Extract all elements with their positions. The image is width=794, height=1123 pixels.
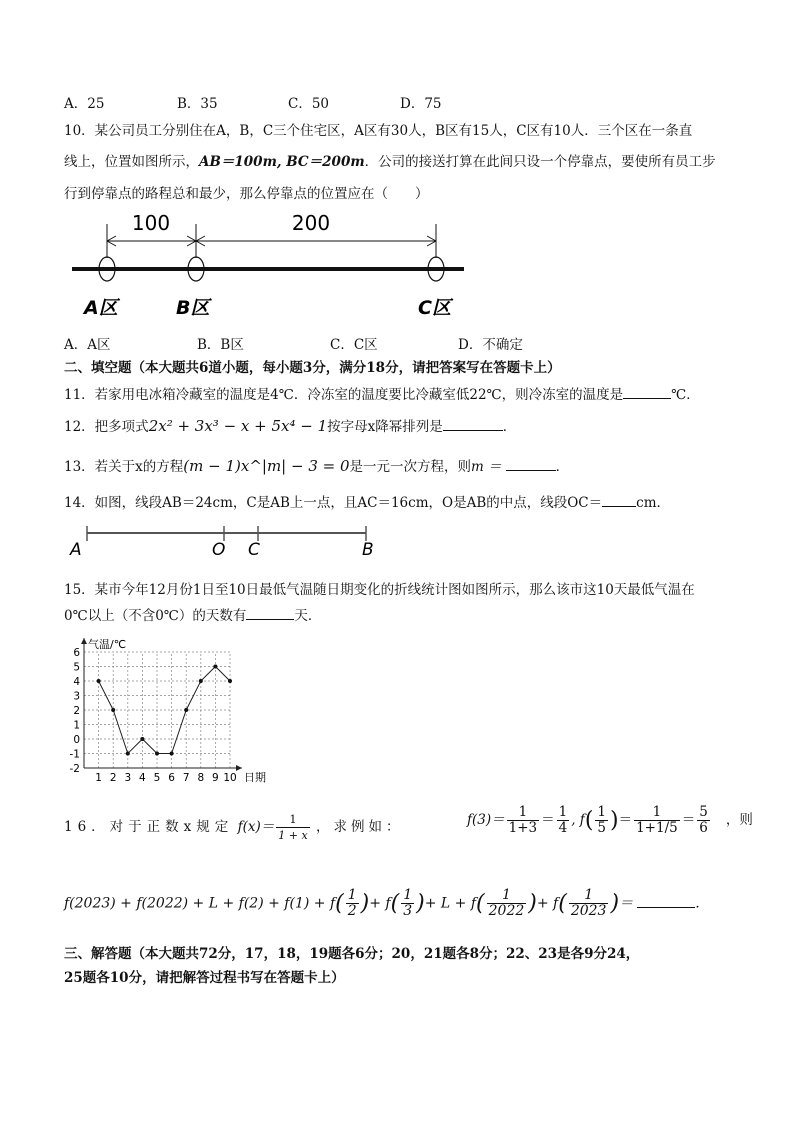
q13-prefix: 13．若关于x的方程 <box>64 459 184 475</box>
q10-line1: 10．某公司员工分别住在A，B，C三个住宅区，A区有30人，B区有15人，C区有10人．三个区在一条直 <box>64 123 693 139</box>
q14-label-o: O <box>212 540 226 560</box>
q16-ex1-result <box>557 805 570 836</box>
y-axis-arrow <box>81 638 87 644</box>
q10-option-c: C．C区 <box>330 337 378 353</box>
x-tick-label: 7 <box>182 772 190 784</box>
q16-sum-2023 <box>569 888 609 919</box>
data-point <box>140 737 144 741</box>
q9-option-c: C．50 <box>288 96 330 112</box>
q16-examples: f(3)＝ $\frac{1}{1+3}$ ＝ $\frac{1}{4}$ , f( $\frac{1}{5}$ )＝ $\frac{1}{1+1/5}$ ＝ $\frac{5}{6}$ ，则 <box>467 804 753 836</box>
q15-line1: 15．某市今年12月份1日至10日最低气温随日期变化的折线统计图如图所示，那么该市这10天最低气温在 <box>64 582 695 598</box>
q16-ex2-res-den: 6 <box>699 820 708 836</box>
x-axis-label: 日期 <box>244 771 266 784</box>
q10-option-a: A．A区 <box>64 337 111 353</box>
q16-ex1-fraction <box>507 805 540 836</box>
q10-option-b: B．B区 <box>197 337 244 353</box>
q16-line1 <box>64 812 403 843</box>
q16-sum-b: + f <box>369 895 391 912</box>
q9-option-b: B．35 <box>177 96 218 112</box>
q14 <box>64 491 670 511</box>
q10-line2-c: ．公司的接送打算在此间只设一个停靠点，要使所有员工步 <box>364 154 716 170</box>
q14-figure <box>66 524 396 560</box>
q10-label-c: C区 <box>418 297 451 319</box>
q16-def-fraction <box>276 812 309 843</box>
q10-figure <box>66 208 476 324</box>
q16-end: ． <box>695 895 710 912</box>
data-point <box>97 679 101 683</box>
q16-sum-expression: f(2023) + f(2022) + L + f(2) + f(1) + f( $\frac{1}{2}$ )+ f( $\frac{1}{3}$ )+ L + f( $\frac{1}{2022}$ )+ f( $\frac{1}{2023}$ )＝ ． <box>64 887 710 919</box>
y-tick-label: 5 <box>73 661 80 674</box>
data-point <box>170 752 174 756</box>
q13 <box>64 455 569 475</box>
y-axis-label: 气温/℃ <box>88 638 127 651</box>
q16-def-lhs: f(x)＝ <box>237 819 275 835</box>
q16-ex1-res-num: 1 <box>558 804 568 820</box>
x-tick-label: 4 <box>139 772 146 784</box>
q16-then: ，则 <box>725 812 753 828</box>
q16-sum-half-den: 2 <box>347 903 357 919</box>
x-tick-label: 10 <box>223 772 237 784</box>
q16-sum-a: f(2023) + f(2022) + L + f(2) + f(1) + f <box>64 895 336 912</box>
x-axis-arrow <box>236 765 242 771</box>
y-tick-label: 0 <box>73 734 80 746</box>
q16-sum-2022 <box>487 888 527 919</box>
q10-option-d: D．不确定 <box>458 337 523 353</box>
section3-title-line2: 25题各10分，请把解答过程书写在答题卡上） <box>64 970 345 986</box>
q13-var: m ＝ <box>471 459 502 475</box>
q16-ex1-num: 1 <box>507 805 540 821</box>
q16-ex2-result <box>697 805 710 836</box>
q10-line2 <box>64 150 716 170</box>
q11 <box>64 383 700 403</box>
q16-sum-c: + L + f <box>424 895 477 912</box>
q10-line2-a: 线上，位置如图所示， <box>64 154 199 170</box>
q14-unit: cm． <box>636 495 671 511</box>
q15-answer-blank <box>246 607 294 620</box>
q14-label-b: B <box>362 540 374 560</box>
q16-sum-third-den: 3 <box>403 903 413 919</box>
data-point <box>126 752 130 756</box>
q16-ex2-arg-den: 5 <box>597 820 606 836</box>
y-tick-label: -1 <box>69 748 80 761</box>
q16-sum-third-num: 1 <box>403 887 413 903</box>
q16-sum-2022-den: 2022 <box>488 903 525 919</box>
x-tick-label: 6 <box>168 772 175 784</box>
q16-sum-2023-den: 2023 <box>570 903 607 919</box>
q10-dist-bc: 200 <box>291 211 331 235</box>
q12-end: ． <box>502 419 517 435</box>
q16-sum-half-num: 1 <box>347 887 357 903</box>
q13-end: ． <box>555 459 570 475</box>
q16-example-intro: ，求例如： <box>315 819 404 835</box>
q16-answer-blank <box>637 895 695 908</box>
y-tick-label: 2 <box>73 705 80 717</box>
q15-line2-a: 0℃以上（不含0℃）的天数有 <box>64 608 247 624</box>
x-tick-label: 9 <box>212 772 219 784</box>
q16-ex1-res-den: 4 <box>558 820 568 836</box>
y-tick-label: 4 <box>73 676 80 688</box>
chart-grid <box>84 652 230 768</box>
data-point <box>228 679 232 683</box>
temperature-line-chart <box>60 628 290 788</box>
q16-ex2-lhs: , f <box>571 812 585 828</box>
x-tick-label: 1 <box>95 772 102 784</box>
x-tick-label: 3 <box>124 772 132 784</box>
q12-polynomial: 2x² + 3x³ − x + 5x⁴ − 1 <box>148 417 328 435</box>
q11-unit: ℃． <box>671 387 700 403</box>
q13-mid: 是一元一次方程，则 <box>349 459 472 475</box>
q16-ex2-res-num: 5 <box>699 804 708 820</box>
q10-distances: AB＝100m, BC＝200m <box>199 154 365 170</box>
y-tick-label: 1 <box>73 719 80 732</box>
q14-label-a: A <box>70 540 82 560</box>
q16-sum-eq: ＝ <box>619 895 634 912</box>
q16-ex2-fraction <box>634 805 680 836</box>
q16-def-num: 1 <box>276 812 309 828</box>
q16-ex2-arg <box>595 805 608 836</box>
chart-axes <box>81 638 242 771</box>
q15-line2 <box>64 604 321 624</box>
y-tick-label: -2 <box>69 763 80 775</box>
q16-sum-third <box>401 888 414 919</box>
x-tick-label: 5 <box>153 772 161 784</box>
q12-prefix: 12．把多项式 <box>64 419 149 435</box>
q11-answer-blank <box>623 386 671 399</box>
q16-def-den: 1 + x <box>278 829 308 842</box>
q12-suffix: 按字母x降幂排列是 <box>327 419 443 435</box>
q10-line3: 行到停靠点的路程总和最少，那么停靠点的位置应在（ ） <box>64 186 429 202</box>
q16-prefix: 16．对于正数x规定 <box>64 819 234 835</box>
chart-ticks <box>70 647 237 784</box>
y-tick-label: 3 <box>73 690 80 703</box>
q16-ex2-arg-num: 1 <box>597 804 606 820</box>
q11-text: 11．若家用电冰箱冷藏室的温度是4℃．冷冻室的温度要比冷藏室低22℃，则冷冻室的温度是 <box>64 387 624 403</box>
q16-sum-half <box>346 888 359 919</box>
q16-ex1-lhs: f(3)＝ <box>467 812 505 828</box>
q15-line2-b: 天． <box>294 608 322 624</box>
q10-label-a: A区 <box>84 297 118 319</box>
q16-ex2-den: 1+1/5 <box>636 820 678 836</box>
q16-sum-2023-num: 1 <box>569 888 609 904</box>
data-point <box>199 679 203 683</box>
q10-label-b: B区 <box>176 297 210 319</box>
q13-equation: (m − 1)x^|m| − 3 = 0 <box>183 457 350 475</box>
q16-ex1-den: 1+3 <box>508 820 538 836</box>
q16-sum-d: + f <box>536 895 559 912</box>
q9-option-d: D．75 <box>400 96 442 112</box>
y-tick-label: 6 <box>73 647 80 659</box>
q12 <box>64 415 516 435</box>
q14-text: 14．如图，线段AB＝24cm，C是AB上一点，且AC＝16cm，O是AB的中点，线段OC＝ <box>64 495 603 511</box>
q16-sum-2022-num: 1 <box>487 888 527 904</box>
x-tick-label: 8 <box>197 772 205 784</box>
q14-answer-blank <box>602 494 636 507</box>
data-point <box>155 752 159 756</box>
q16-ex2-num: 1 <box>634 805 680 821</box>
x-tick-label: 2 <box>109 772 117 784</box>
q14-label-c: C <box>248 540 260 560</box>
data-point <box>111 708 115 712</box>
data-point <box>213 665 217 669</box>
q9-option-a: A．25 <box>64 96 105 112</box>
q10-dist-ab: 100 <box>131 211 171 235</box>
data-point <box>184 708 188 712</box>
section3-title-line1: 三、解答题（本大题共72分，17，18，19题各6分；20，21题各8分；22、23是各9分24， <box>64 946 640 962</box>
section2-title: 二、填空题（本大题共6道小题，每小题3分，满分18分，请把答案写在答题卡上） <box>64 360 561 376</box>
q12-answer-blank <box>443 418 503 431</box>
q13-answer-blank <box>506 458 556 471</box>
